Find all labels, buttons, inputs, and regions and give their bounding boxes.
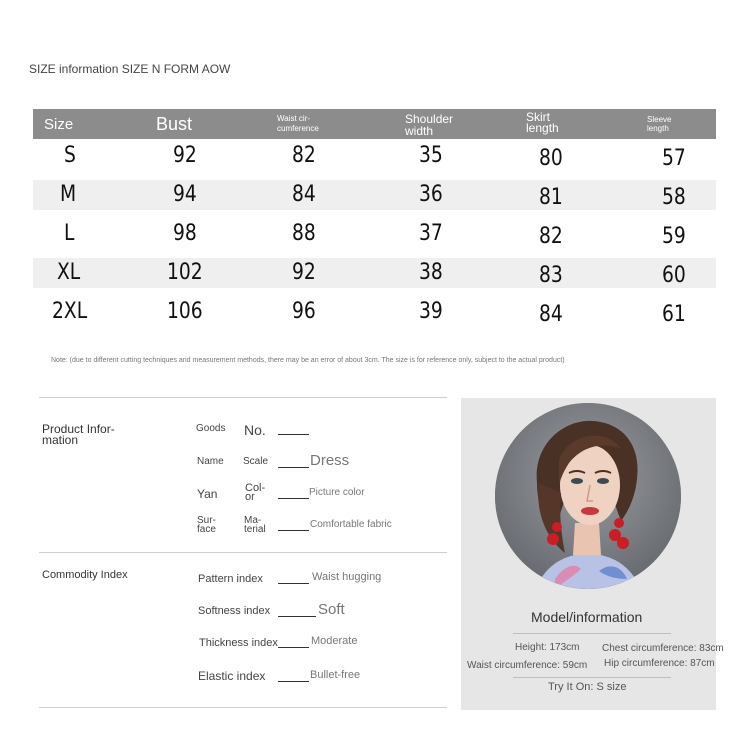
softness-underline (278, 616, 316, 617)
table-row (33, 297, 716, 327)
cell-waist: 84 (292, 182, 316, 207)
table-row (33, 219, 716, 249)
model-chest: Chest circumference: 83cm (602, 643, 724, 654)
cell-skirt: 82 (539, 224, 563, 249)
cell-shoulder: 35 (419, 143, 443, 168)
cell-size: M (60, 182, 77, 207)
model-divider (513, 677, 671, 678)
header-skirt-line2: length (526, 121, 559, 135)
model-try-on: Try It On: S size (548, 681, 627, 693)
softness-value: Soft (318, 601, 345, 618)
divider (39, 707, 447, 708)
header-shoulder-line2: width (405, 124, 434, 138)
header-waist (277, 114, 319, 134)
cell-bust: 102 (167, 260, 203, 285)
model-hip: Hip circumference: 87cm (604, 658, 715, 669)
surface-label-line1: Sur- (197, 515, 216, 526)
model-waist: Waist circumference: 59cm (467, 660, 588, 671)
header-sleeve-line2: length (647, 124, 669, 133)
cell-size: L (64, 221, 75, 246)
color-sub-line1: Col- (245, 482, 266, 494)
cell-shoulder: 36 (419, 182, 443, 207)
cell-bust: 106 (167, 299, 203, 324)
model-info-title: Model/information (531, 609, 643, 625)
surface-label-line2: face (197, 524, 216, 535)
cell-waist: 92 (292, 260, 316, 285)
surface-underline (278, 530, 309, 531)
color-value: Picture color (309, 487, 365, 498)
cell-skirt: 81 (539, 185, 563, 210)
thickness-value: Moderate (311, 635, 358, 647)
cell-skirt: 84 (539, 302, 563, 327)
header-shoulder (405, 113, 453, 137)
cell-skirt: 83 (539, 263, 563, 288)
model-height: Height: 173cm (515, 642, 580, 653)
goods-sub-label: No. (244, 422, 266, 438)
cell-shoulder: 37 (419, 221, 443, 246)
surface-sub-line1: Ma- (244, 515, 262, 526)
color-label: Yan (197, 487, 218, 501)
pattern-underline (278, 583, 309, 584)
model-portrait-image (495, 403, 681, 589)
size-note: Note: (due to different cutting techniques and measurement methods, there may be an error of about 3cm. The size is for reference only, subject to the actual product) (51, 357, 565, 364)
table-row (33, 180, 716, 210)
name-value: Dress (310, 452, 350, 469)
goods-label: Goods (196, 423, 226, 434)
cell-waist: 96 (292, 299, 316, 324)
header-sleeve (647, 115, 671, 133)
header-sleeve-line1: Sleeve (647, 115, 672, 124)
header-waist-line2: cumference (277, 124, 319, 133)
header-shoulder-line1: Shoulder (405, 112, 454, 126)
surface-sub-label (244, 516, 266, 534)
model-divider (513, 633, 671, 634)
pattern-value: Waist hugging (312, 571, 382, 583)
name-underline (278, 467, 309, 468)
pattern-label: Pattern index (198, 573, 263, 585)
product-info-heading-line1: Product Infor- (42, 422, 115, 436)
cell-sleeve: 61 (662, 302, 686, 327)
color-sub-label (245, 484, 265, 502)
header-waist-line1: Waist cir- (277, 114, 311, 123)
softness-label: Softness index (198, 605, 271, 617)
surface-value: Comfortable fabric (310, 519, 392, 530)
cell-skirt: 80 (539, 146, 563, 171)
surface-label (197, 516, 216, 534)
cell-sleeve: 59 (662, 224, 686, 249)
page-title: SIZE information SIZE N FORM AOW (29, 62, 231, 76)
cell-waist: 82 (292, 143, 316, 168)
table-row (33, 141, 716, 171)
product-info-heading (42, 424, 115, 446)
cell-sleeve: 60 (662, 263, 686, 288)
cell-bust: 98 (173, 221, 197, 246)
elastic-label: Elastic index (198, 669, 266, 683)
color-sub-line2: or (245, 491, 255, 503)
cell-waist: 88 (292, 221, 316, 246)
cell-sleeve: 58 (662, 185, 686, 210)
divider (39, 552, 447, 553)
thickness-label: Thickness index (199, 637, 278, 649)
name-sub-label: Scale (243, 456, 269, 467)
color-underline (278, 498, 309, 499)
thickness-underline (278, 647, 309, 648)
elastic-underline (278, 681, 309, 682)
product-info-heading-line2: mation (42, 433, 79, 447)
cell-size: S (64, 143, 76, 168)
cell-bust: 92 (173, 143, 197, 168)
cell-size: 2XL (52, 299, 88, 324)
cell-sleeve: 57 (662, 146, 686, 171)
commodity-index-heading: Commodity Index (42, 569, 128, 581)
header-bust: Bust (156, 114, 193, 134)
goods-underline (278, 434, 309, 435)
name-label: Name (197, 456, 224, 467)
cell-bust: 94 (173, 182, 197, 207)
model-portrait-drawing (495, 403, 681, 589)
header-skirt (526, 112, 559, 134)
surface-sub-line2: terial (244, 524, 266, 535)
cell-shoulder: 39 (419, 299, 443, 324)
header-skirt-line1: Skirt (526, 110, 550, 124)
header-size: Size (44, 116, 74, 133)
cell-shoulder: 38 (419, 260, 443, 285)
size-table-header (33, 109, 716, 139)
divider (39, 397, 447, 398)
table-row (33, 258, 716, 288)
cell-size: XL (57, 260, 81, 285)
elastic-value: Bullet-free (310, 669, 361, 681)
